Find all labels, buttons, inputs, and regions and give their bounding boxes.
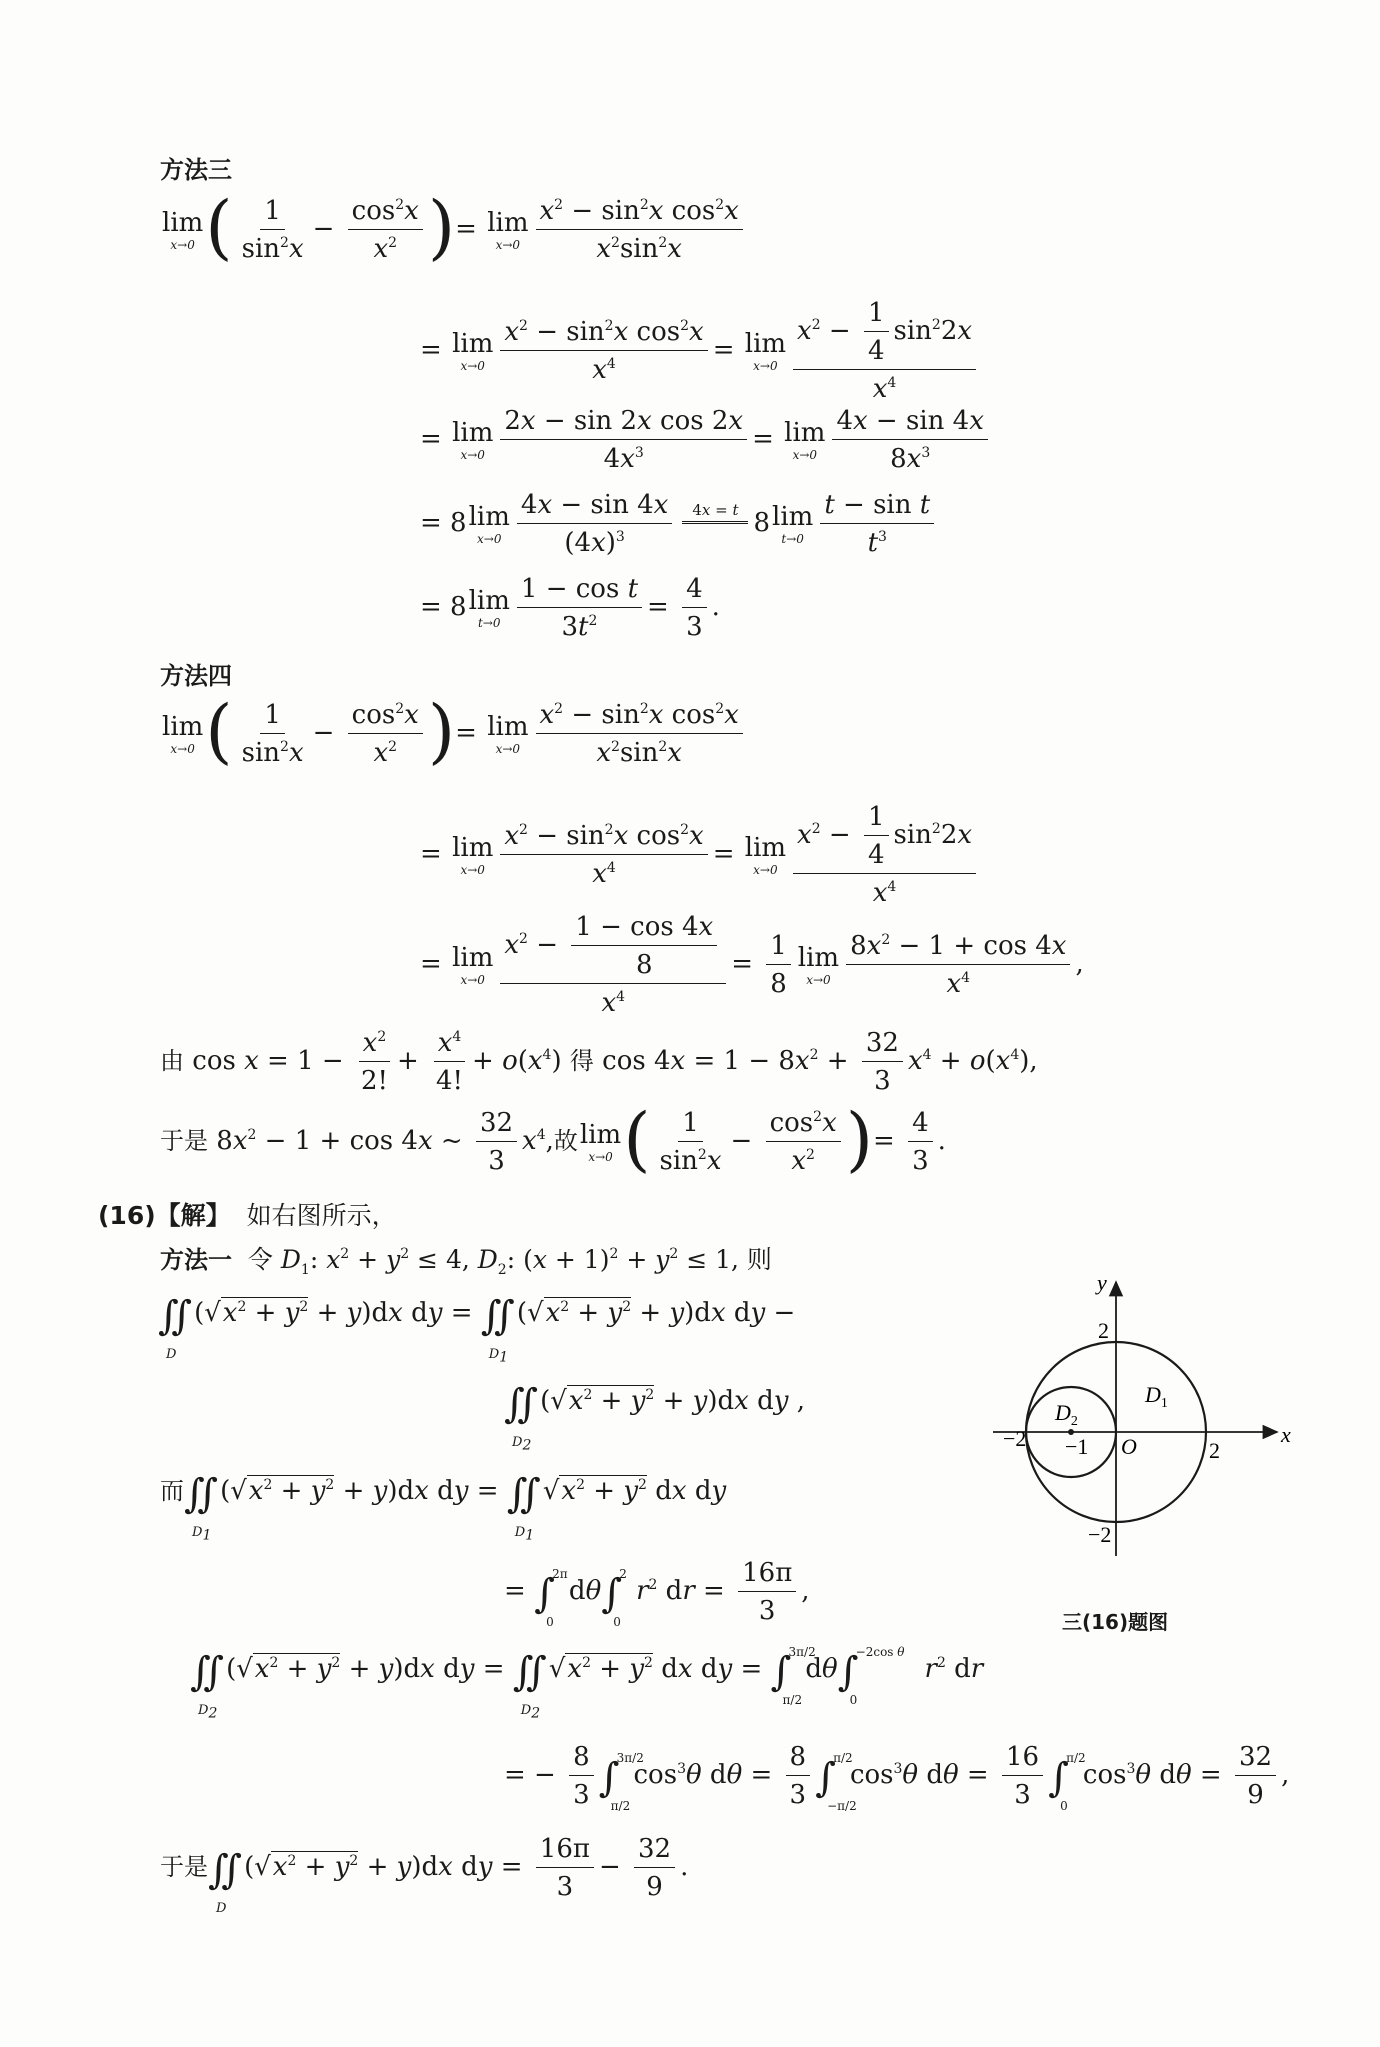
tick-neg1: −1 xyxy=(1065,1434,1089,1459)
p16-line-4: = ∫ 2π 0 dθ∫ 2 0 $r^2$ dr = $\frac{16\pi}{3}$ , xyxy=(504,1558,810,1629)
method4-conclusion: 于是 $8x^2 - 1 + \cos 4x$ ~ $\frac{32}{3}$ $x^4$,故lim x→0 ( $\frac{1}{\sin^2x}$ − $\frac{\cos^2x}{x^2}$ )= $\frac{4}{3}$ . xyxy=(160,1098,946,1180)
p16-line-6: = − $\frac{8}{3}$ ∫ 3π/2 π/2 $\cos^3\theta$ dθ = $\frac{8}{3}$ ∫ π/2 −π/2 $\cos^3\theta$ dθ = $\frac{16}{3}$ ∫ π/2 0 $\cos^3\theta$ dθ = $\frac{32}{9}$ , xyxy=(504,1742,1290,1813)
axis-y-label: y xyxy=(1097,1270,1107,1295)
p16-line-1: ∬ D $(√x^2 + y^2 + y)dx$ dy = ∬ $D_1$ $(√x^2 + y^2 + y)dx$ dy − xyxy=(158,1293,796,1366)
tick-2-top: 2 xyxy=(1098,1318,1109,1343)
method3-line-2: = lim x→0 $\frac{x^2 - \sin^2x \cos^2x}{x^4}$ = lim x→0 $x^2$ − $\frac{1}{4}$ $\sin^22x$ $x^4$ xyxy=(420,300,981,402)
p16-line-2: ∬ $D_2$ $(√x^2 + y^2 + y)dx$ dy , xyxy=(504,1381,805,1454)
method3-line-5: = 8lim t→0 $\frac{\text{1 − cos t}}{3t^2}$ = $\frac{4}{3}$ . xyxy=(420,574,720,642)
axis-x-label: x xyxy=(1281,1422,1291,1447)
figure-caption: 三(16)题图 xyxy=(1062,1610,1169,1634)
problem16-method1: 方法一 令 $D_1$: $x^2 + y^2 \le 4$, $D_2$: $(x + 1)^2 + y^2 \le 1$, 则 xyxy=(160,1245,772,1278)
problem16-header xyxy=(98,1196,397,1232)
tick-2-right: 2 xyxy=(1209,1438,1220,1463)
problem16-label: (16)【解】 xyxy=(98,1201,231,1230)
tick-neg2-bottom: −2 xyxy=(1088,1522,1112,1547)
label-d1: $D_1$ xyxy=(1145,1382,1168,1411)
method3-line-3: = lim x→0 $\frac{\text{2x − sin 2x cos 2x}}{4x^3}$ = lim x→0 $\frac{4x - \sin 4x}{8x^3}$ xyxy=(420,408,993,472)
tick-neg2-left: −2 xyxy=(1003,1426,1027,1451)
method3-line-1: lim x→0 ( $\frac{1}{\sin^2x}$ − $\frac{\cos^2x}{x^2}$ )= lim x→0 $\frac{x^2 - \sin^2x \cos^2x}{x^2\sin^2x}$ xyxy=(160,198,748,262)
p16-line-5: ∬ $D_2$ $(√x^2 + y^2 + y)dx$ dy = ∬ $D_2$ $√x^2 + y^2$ dx dy = ∫ 3π/2 π/2 dθ∫ −2cos θ 0 $r^2$ dr xyxy=(190,1645,984,1722)
method3-line-4: = 8lim x→0 $\frac{4x - \sin 4x}{(4x)^3}$ 4x = t 8lim t→0 $\frac{\text{t − sin t}}{t^3}$ xyxy=(420,492,939,556)
method3-heading: 方法三 xyxy=(160,156,232,184)
problem16-intro: 如右图所示， xyxy=(246,1201,397,1230)
origin-label: O xyxy=(1121,1434,1137,1459)
method4-line-1: lim x→0 ( $\frac{1}{\sin^2x}$ − $\frac{\cos^2x}{x^2}$ )= lim x→0 $\frac{x^2 - \sin^2x \cos^2x}{x^2\sin^2x}$ xyxy=(160,702,748,766)
p16-result: 于是∬ D $(√x^2 + y^2 + y)dx$ dy = $\frac{16\pi}{3}$ − $\frac{32}{9}$ . xyxy=(160,1834,689,1916)
method4-series: 由 cos x = 1 − $\frac{x^2}{2!}$ + $\frac{x^4}{4!}$ + $o(x^4)$ 得 $\cos 4x = 1 - 8x^2$ + $\frac{32}{3}$ $x^4 + o(x^4)$, xyxy=(160,1028,1038,1096)
method4-line-2: = lim x→0 $\frac{x^2 - \sin^2x \cos^2x}{x^4}$ = lim x→0 $x^2$ − $\frac{1}{4}$ $\sin^22x$ $x^4$ xyxy=(420,804,981,906)
p16-line-3: 而∬ $D_1$ $(√x^2 + y^2 + y)dx$ dy = ∬ $D_1$ $√x^2 + y^2$ dx dy xyxy=(160,1471,727,1544)
figure-circles xyxy=(985,1270,1315,1600)
method4-line-3: = lim x→0 $x^2$ − $\frac{1 - \cos 4x}{8}$ $x^4$ = $\frac{1}{8}$ lim x→0 $\frac{8x^2 - 1 + \cos 4x}{x^4}$ , xyxy=(420,912,1084,1018)
label-d2: $D_2$ xyxy=(1055,1400,1078,1429)
method1-heading: 方法一 xyxy=(160,1246,232,1274)
method4-heading: 方法四 xyxy=(160,662,232,690)
